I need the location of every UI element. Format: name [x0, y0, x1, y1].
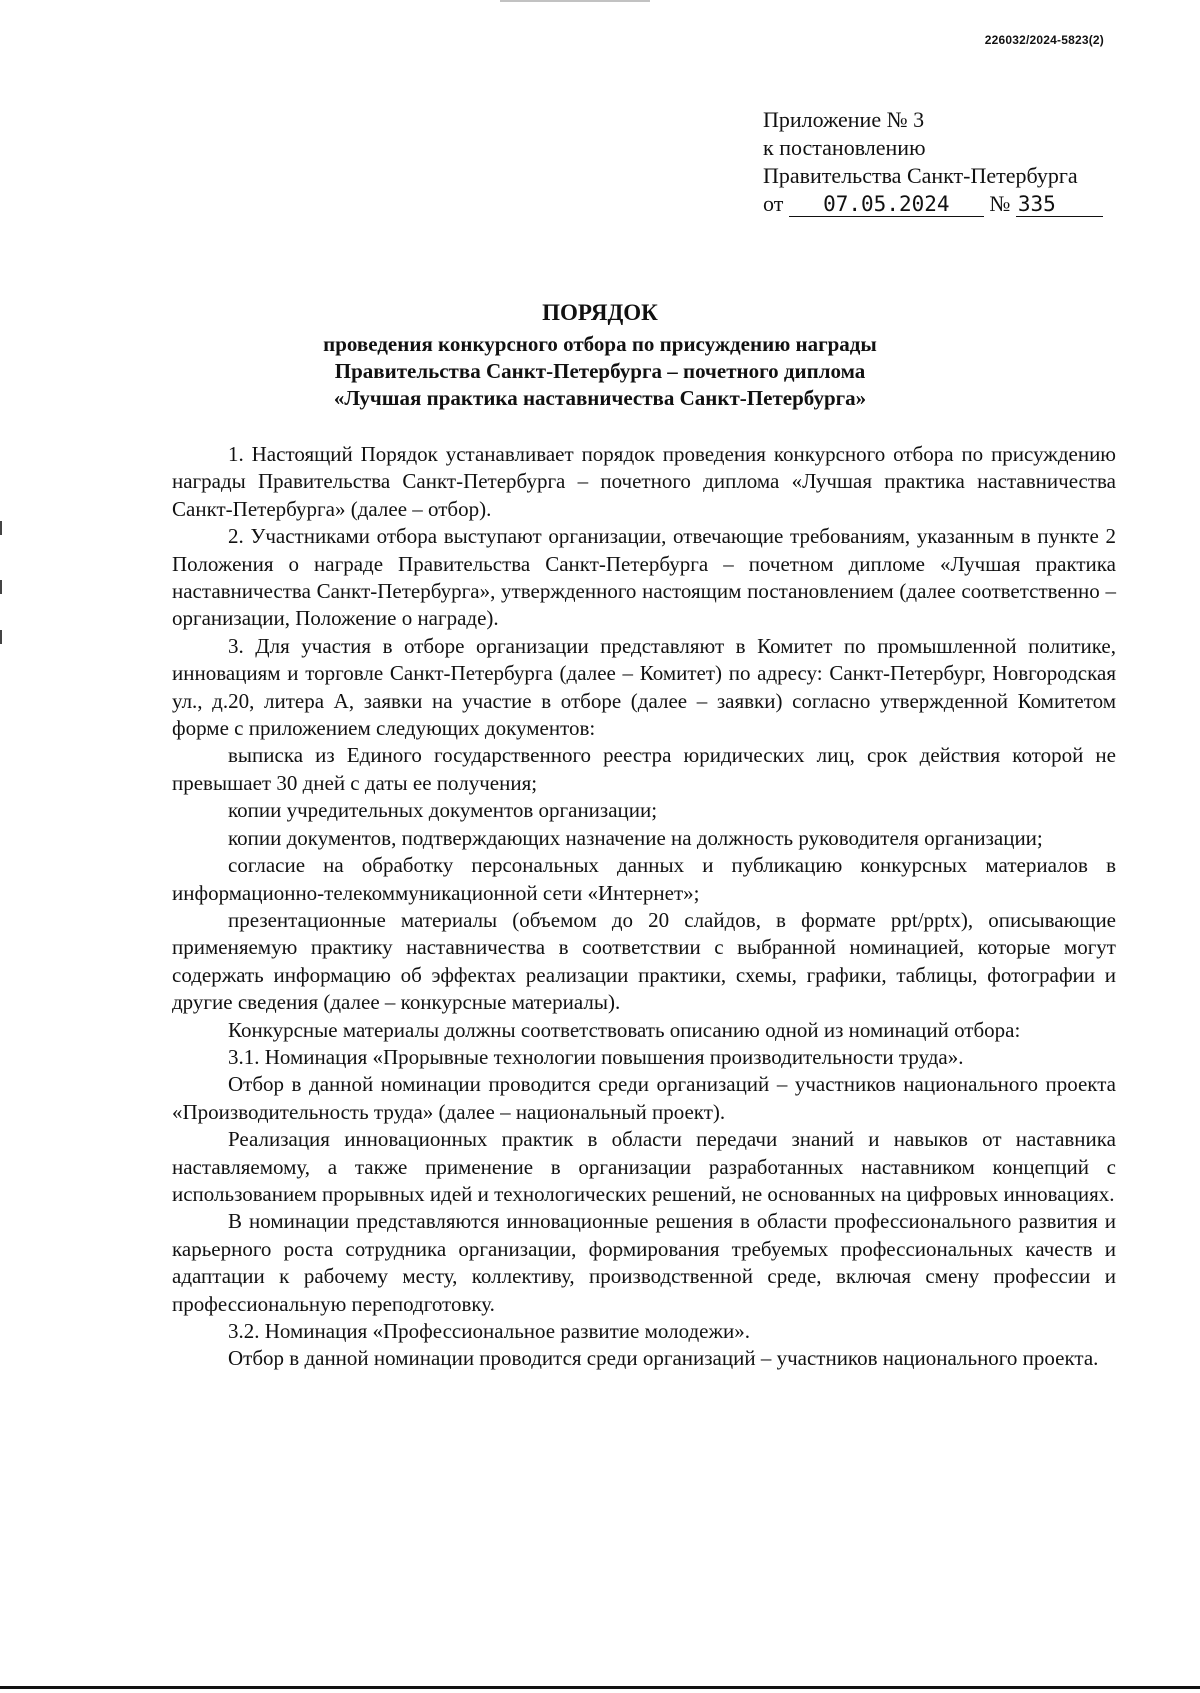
- paragraph: Отбор в данной номинации проводится среди организаций – участников национального проекта «Производительность труда» (далее – национальный проект).: [172, 1072, 1116, 1124]
- document-title: [0, 297, 1200, 412]
- scan-artifact-bottom: [0, 1686, 1200, 1689]
- paragraph: копии документов, подтверждающих назначение на должность руководителя организации;: [228, 825, 1043, 850]
- title-main: ПОРЯДОК: [542, 300, 658, 325]
- appendix-date-line: [763, 190, 1103, 218]
- paragraph: Реализация инновационных практик в области передачи знаний и навыков от наставника наставляемому, а также применение в организации разработанных наставником концепций с использованием прорывных идей и технологических решений, не основанных на цифровых инновациях.: [172, 1127, 1116, 1206]
- scan-artifact-top: [500, 0, 650, 5]
- paragraph: презентационные материалы (объемом до 20 слайдов, в формате ppt/pptx), описывающие применяемую практику наставничества в соответствии с выбранной номинацией, которые могут содержать информацию об эффектах реализации практики, схемы, графики, таблицы, фотографии и другие сведения (далее – конкурсные материалы).: [172, 907, 1116, 1015]
- paragraph: копии учредительных документов организации;: [228, 798, 658, 823]
- scan-artifact-edge: [0, 580, 2, 594]
- paragraph: 2. Участниками отбора выступают организации, отвечающие требованиям, указанным в пункте 2 Положения о награде Правительства Санкт-Петербурга – почетном дипломе «Лучшая практика наставничества Санкт-Петербурга», утвержденного настоящим постановлением (далее соответственно – организации, Положение о награде).: [172, 524, 1116, 631]
- paragraph: выписка из Единого государственного реестра юридических лиц, срок действия которой не превышает 30 дней с даты ее получения;: [172, 743, 1116, 795]
- paragraph: 3. Для участия в отборе организации представляют в Комитет по промышленной политике, инновациям и торговле Санкт-Петербурга (далее – Комитет) по адресу: Санкт-Петербург, Новгородская ул., д.20, литера А, заявки на участие в отборе (далее – заявки) согласно утвержденной Комитетом форме с приложением следующих документов:: [172, 633, 1116, 741]
- decree-number: 335: [1016, 192, 1103, 217]
- scan-artifact-edge: [0, 521, 2, 535]
- paragraph: 1. Настоящий Порядок устанавливает порядок проведения конкурсного отбора по присуждению награды Правительства Санкт-Петербурга – почетного диплома «Лучшая практика наставничества Санкт-Петербурга» (далее – отбор).: [172, 442, 1116, 521]
- appendix-block: [763, 106, 1103, 218]
- title-line-1: проведения конкурсного отбора по присуждению награды: [323, 332, 877, 356]
- paragraph: Отбор в данной номинации проводится среди организаций – участников национального проекта.: [228, 1346, 1099, 1371]
- number-label: №: [989, 191, 1011, 216]
- paragraph: 3.2. Номинация «Профессиональное развитие молодежи».: [228, 1319, 750, 1343]
- appendix-line-3: Правительства Санкт-Петербурга: [763, 163, 1078, 188]
- paragraph: В номинации представляются инновационные решения в области профессионального развития и карьерного роста сотрудника организации, формирования требуемых профессиональных качеств и адаптации к рабочему месту, коллективу, производственной среде, включая смену профессии и профессиональную переподготовку.: [172, 1209, 1116, 1316]
- scan-artifact-edge: [0, 630, 2, 644]
- paragraph: 3.1. Номинация «Прорывные технологии повышения производительности труда».: [228, 1044, 964, 1069]
- title-line-3: «Лучшая практика наставничества Санкт-Петербурга»: [333, 386, 867, 410]
- document-id: 226032/2024-5823(2): [984, 33, 1104, 47]
- document-body: [172, 441, 1116, 1373]
- from-label: от: [763, 191, 784, 216]
- appendix-line-1: Приложение № 3: [763, 107, 925, 132]
- decree-date: 07.05.2024: [789, 192, 984, 217]
- paragraph: согласие на обработку персональных данных и публикацию конкурсных материалов в информационно-телекоммуникационной сети «Интернет»;: [172, 853, 1116, 905]
- title-line-2: Правительства Санкт-Петербурга – почетного диплома: [334, 359, 866, 383]
- appendix-line-2: к постановлению: [763, 135, 926, 160]
- paragraph: Конкурсные материалы должны соответствовать описанию одной из номинаций отбора:: [228, 1017, 1021, 1042]
